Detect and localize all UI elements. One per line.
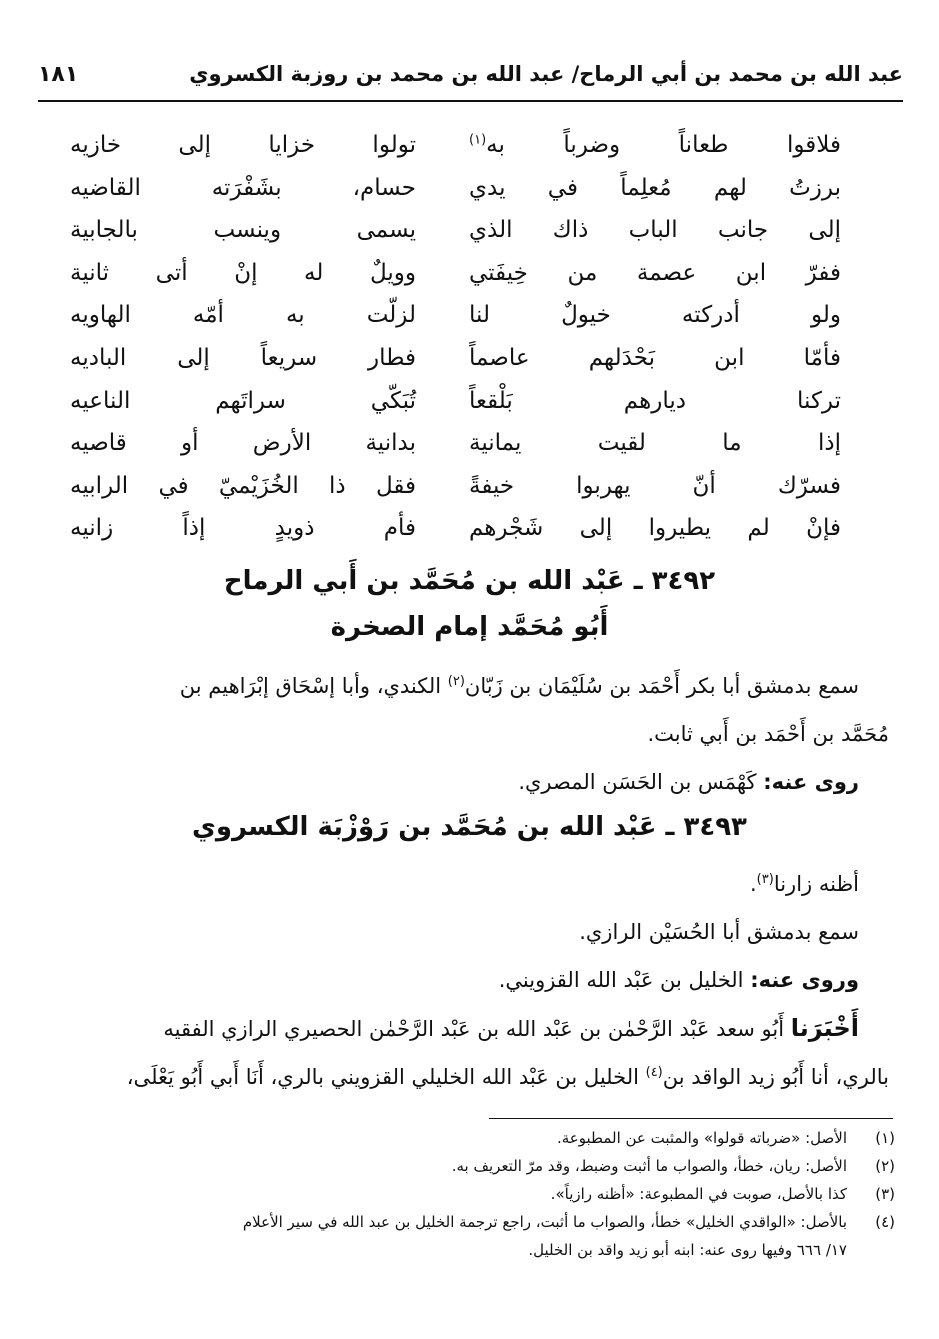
verse (70, 338, 841, 381)
verse-second-half: بدانية الأرض أو قاصيه (70, 430, 416, 457)
footnote-ref: (٤) (645, 1065, 663, 1080)
verse-first-half: إلى جانب الباب ذاك الذي (469, 217, 841, 244)
footnote-divider (489, 1118, 893, 1119)
verse (70, 381, 841, 424)
verse-first-half: فسرّك أنّ يهربوا خيفةً (469, 472, 841, 499)
footnote (40, 1180, 895, 1208)
verse-first-half: فإنْ لم يطيروا إلى شَجْرهم (469, 515, 841, 542)
text-line: وروى عنه: الخليل بن عَبْد الله القزويني. (498, 968, 859, 992)
footnote (40, 1124, 895, 1152)
footnote (40, 1152, 895, 1180)
verse-second-half: وويلٌ له إنْ أتى ثانية (70, 259, 416, 286)
footnote-text: بالأصل: «الواقدي الخليل» خطأ، والصواب ما أثبت، راجع ترجمة الخليل بن عبد الله في سير الأعلام (242, 1213, 847, 1231)
verse-second-half: فأم ذويدٍ إذاً زانيه (70, 515, 416, 542)
footnote-number: (١) (875, 1129, 895, 1147)
footnote-ref: (٢) (447, 674, 465, 689)
verse-first-half: ففرّ ابن عصمة من خِيفَتي (469, 259, 841, 286)
footnote-ref: (٣) (756, 872, 774, 887)
text-line: بالري، أنا أَبُو زيد الواقد بن$^{(٤)}$ الخليل بن عَبْد الله الخليلي القزويني بالري، أَنَا أَبي أَبُو يَعْلَى، (126, 1065, 889, 1089)
text-line: سمع بدمشق أبا بكر أَحْمَد بن سُلَيْمَان بن زَبّان$^{(٢)}$ الكندي، وأبا إسْحَاق إبْرَاهيم بن (179, 674, 859, 698)
text-line: سمع بدمشق أبا الحُسَيْن الرازي. (579, 920, 859, 944)
entry-3493-body (40, 860, 889, 1101)
verse (70, 253, 841, 296)
entry-3492-body (40, 662, 889, 806)
page-header (38, 56, 903, 102)
verse (70, 125, 841, 168)
poem (70, 125, 841, 551)
verse (70, 168, 841, 211)
text-line: أَخْبَرَنا أَبُو سعد عَبْد الرَّحْمٰن بن عَبْد الله بن عَبْد الرَّحْمٰن الحصيري الرازي الفقيه (163, 1014, 859, 1042)
entry-3492-title: ٣٤٩٢ ـ عَبْد الله بن مُحَمَّد بن أَبي الرماح (223, 566, 716, 596)
footnote-text: كذا بالأصل، صوبت في المطبوعة: «أظنه رازياً». (550, 1185, 847, 1203)
verse-first-half: برزتُ لهم مُعلِماً في يدي (469, 174, 841, 201)
footnote-continuation: ١٧/ ٦٦٦ وفيها روى عنه: ابنه أبو زيد واقد بن الخليل. (528, 1241, 847, 1259)
entry-3493-title: ٣٤٩٣ ـ عَبْد الله بن مُحَمَّد بن رَوْزْبَة الكسروي (192, 812, 747, 842)
text-line: روى عنه: كَهْمَس بن الحَسَن المصري. (518, 770, 859, 794)
verse-first-half: ولو أدركته خيولٌ لنا (469, 302, 841, 329)
lead-phrase: روى عنه: (763, 770, 859, 794)
verse (70, 508, 841, 551)
verse (70, 295, 841, 338)
footnotes (40, 1124, 895, 1264)
verse-first-half: تركنا ديارهم بَلْقعاً (469, 387, 841, 414)
verse-second-half: لزلّت به أمّه الهاويه (70, 302, 416, 329)
footnote-text: الأصل: «ضرباته قولوا» والمثبت عن المطبوعة. (556, 1129, 847, 1147)
verse-second-half: فقل ذا الخُزَيْميّ في الرابيه (70, 472, 416, 499)
verse (70, 423, 841, 466)
verse-second-half: تولوا خزايا إلى خازيه (70, 132, 416, 158)
verse-second-half: يسمى وينسب بالجابية (70, 217, 416, 244)
verse-first-half: فلاقوا طعاناً وضرباً به$^{(١)}$ (469, 132, 841, 158)
verse (70, 210, 841, 253)
verse-second-half: حسام، بشَفْرَته القاضيه (70, 174, 416, 201)
footnote-ref: (١) (469, 132, 487, 148)
footnote-number: (٣) (875, 1185, 895, 1203)
footnote (40, 1208, 895, 1236)
running-title: عبد الله بن محمد بن أبي الرماح/ عبد الله بن محمد بن روزبة الكسروي (189, 62, 903, 86)
text-line: مُحَمَّد بن أَحْمَد بن أَبي ثابت. (647, 722, 889, 746)
footnote-number: (٢) (875, 1157, 895, 1175)
footnote-number: (٤) (875, 1213, 895, 1231)
lead-phrase: أَخْبَرَنا (790, 1014, 859, 1042)
verse-first-half: فأمّا ابن بَحْدَلهم عاصماً (469, 344, 841, 371)
verse-first-half: إذا ما لقيت يمانية (469, 430, 841, 457)
verse-second-half: فطار سريعاً إلى الباديه (70, 344, 416, 371)
page-number: ١٨١ (38, 62, 79, 87)
lead-phrase: وروى عنه: (750, 968, 859, 992)
entry-3492-subtitle: أَبُو مُحَمَّد إمام الصخرة (330, 612, 609, 642)
text-line: أظنه زارنا$^{(٣)}$. (749, 872, 859, 896)
footnote-text: الأصل: ريان، خطأ، والصواب ما أثبت وضبط، وقد مرّ التعريف به. (451, 1157, 847, 1175)
verse (70, 466, 841, 509)
verse-second-half: تُبَكّي سراتَهم الناعيه (70, 387, 416, 414)
